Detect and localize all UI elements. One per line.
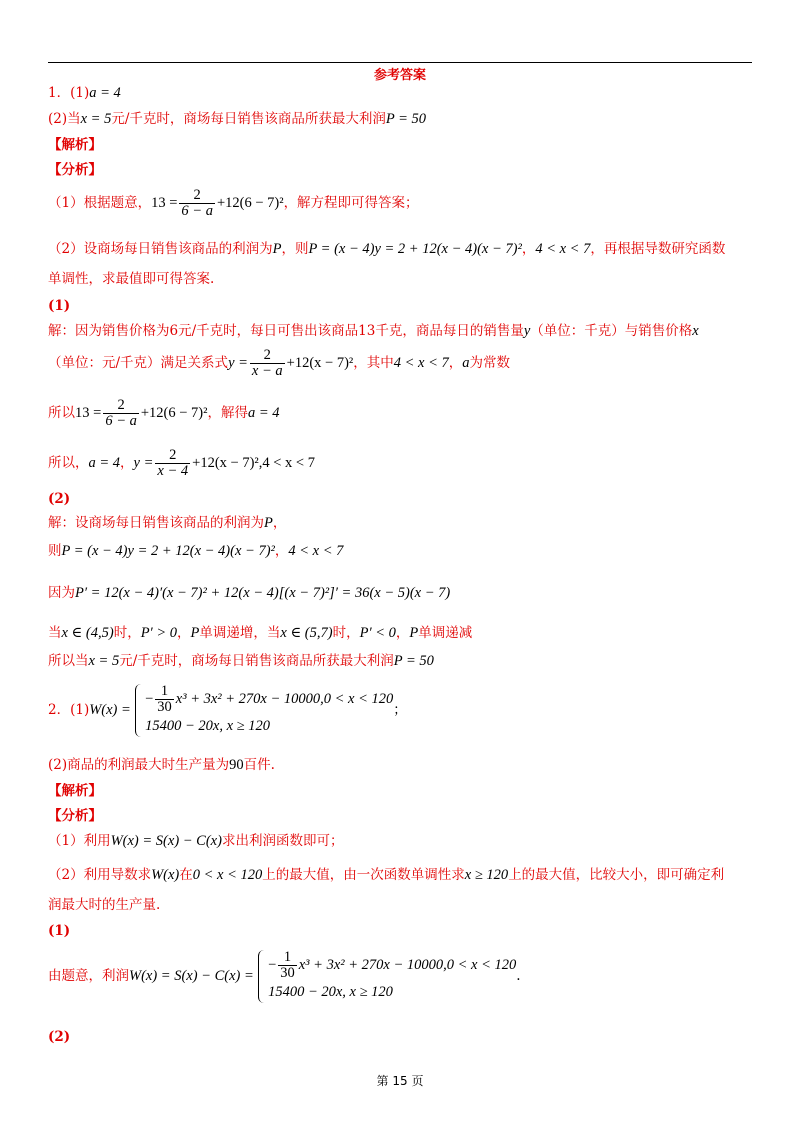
text: ； <box>393 702 407 718</box>
numerator: 2 <box>155 448 190 464</box>
math: x = 5 <box>88 653 120 669</box>
q2-solution-2-label: (2) <box>48 1029 71 1045</box>
q1-answer-1 <box>48 84 121 102</box>
q1-solution-2-line1 <box>48 514 286 532</box>
math: P <box>190 625 200 641</box>
page-title: 参考答案 <box>373 68 426 83</box>
text: 因为 <box>48 585 75 601</box>
text: ，则 <box>281 241 309 257</box>
text: 由题意，利润 <box>48 968 129 984</box>
math: y = <box>228 355 248 371</box>
numerator: 1 <box>155 684 174 700</box>
fraction <box>155 448 190 479</box>
numerator: 2 <box>250 348 285 364</box>
math: 15400 − 20x, x ≥ 120 <box>145 718 270 734</box>
text: ， <box>272 515 287 531</box>
math: P <box>272 241 282 257</box>
math: a = 4 <box>247 405 280 421</box>
denominator: 6 − a <box>105 413 137 429</box>
fraction <box>103 398 139 429</box>
piecewise-row-2 <box>268 981 516 1003</box>
text: （1）利用 <box>48 833 111 849</box>
math: − <box>145 690 154 707</box>
math: 15400 − 20x, x ≥ 120 <box>268 984 393 1000</box>
math: x = 5 <box>80 111 112 127</box>
math: a <box>462 355 470 371</box>
q1-solution-1-line1 <box>48 322 699 340</box>
q1-solution-1-line4 <box>48 448 315 479</box>
text: ，其中 <box>353 355 394 371</box>
text: ， <box>177 625 191 641</box>
q1-analysis-2: （2）设商场每日销售该商品的利润为P，则P = (x − 4)y = 2 + 12(x − 4)(x − 7)²，4 < x < 7，再根据导数研究函数 <box>48 241 726 257</box>
text: 单调递减 <box>418 625 473 641</box>
math: x <box>692 323 699 339</box>
text: ， <box>395 625 410 641</box>
text: 当 <box>48 625 62 641</box>
denominator: x − 4 <box>157 463 189 479</box>
q1-solution-1-label: (1) <box>48 298 71 314</box>
text: 为常数 <box>469 355 511 371</box>
text: 则 <box>48 543 62 559</box>
q1-fenxi-heading: 【分析】 <box>48 162 102 178</box>
q2-answer-2 <box>48 756 275 774</box>
math: +12(x − 7)² <box>286 355 354 371</box>
text: 所以当 <box>48 653 89 669</box>
brace <box>258 950 267 1003</box>
q1-solution-2-line4 <box>48 624 472 642</box>
q2-solution-1-line1 <box>48 950 521 1003</box>
math: − <box>268 956 277 973</box>
piecewise-row-2 <box>145 715 393 737</box>
q1-analysis-1 <box>48 188 419 219</box>
q1-solution-1-line3 <box>48 398 280 429</box>
text: ，解方程即可得答案； <box>283 195 419 211</box>
math: x³ + 3x² + 270x − 10000,0 < x < 120 <box>298 956 517 973</box>
q1-answer-2 <box>48 110 426 128</box>
text: . <box>516 968 521 984</box>
text: 上的最大值，由一次函数单调性求 <box>262 867 465 883</box>
q1-solution-2-label: (2) <box>48 491 71 507</box>
q1-solution-2-line2: 则P = (x − 4)y = 2 + 12(x − 4)(x − 7)²，4 < x < 7 <box>48 543 344 559</box>
q1-solution-2-line5 <box>48 652 434 670</box>
piecewise-row-1 <box>268 950 516 981</box>
math: +12(6 − 7)² <box>216 195 284 211</box>
text: ， <box>448 355 463 371</box>
math: 0 < x < 120 <box>192 867 263 883</box>
denominator: x − a <box>251 363 283 379</box>
math: y = <box>133 455 154 471</box>
text: （1）根据题意， <box>48 195 152 211</box>
math: P = (x − 4)y = 2 + 12(x − 4)(x − 7)² <box>308 241 522 257</box>
q2-analysis-2-cont: 润最大时的生产量. <box>48 897 161 913</box>
text: 求出利润函数即可； <box>221 833 344 849</box>
text: 上的最大值，比较大小，即可确定利 <box>508 867 725 883</box>
piecewise-system <box>135 684 393 737</box>
q2-analysis-2 <box>48 866 724 884</box>
q1-answer-1-math: a = 4 <box>89 85 121 101</box>
piecewise-row-1 <box>145 684 393 715</box>
math: P <box>409 625 419 641</box>
q1-solution-1-line2 <box>48 348 510 379</box>
text: 时， <box>332 625 360 641</box>
math: +12(x − 7)²,4 < x < 7 <box>192 455 315 471</box>
math: +12(6 − 7)² <box>140 405 208 421</box>
piecewise-system <box>258 950 516 1003</box>
q1-jiexi-heading: 【解析】 <box>48 137 102 153</box>
q1-analysis-2-cont: 单调性，求最值即可得答案. <box>48 271 215 287</box>
math: P′ = 12(x − 4)′(x − 7)² + 12(x − 4)[(x − 7)²]′ = 36(x − 5)(x − 7) <box>75 585 451 601</box>
text: 所以 <box>48 405 75 421</box>
math: 4 < x < 7 <box>288 543 344 559</box>
text: 解：设商场每日销售该商品的利润为 <box>48 515 264 531</box>
text: ，解得 <box>207 405 248 421</box>
math: P′ > 0 <box>140 625 178 641</box>
fraction <box>155 684 174 715</box>
denominator: 30 <box>280 965 295 981</box>
q1-solution-2-line3 <box>48 584 450 602</box>
text: 单调递增，当 <box>199 625 281 641</box>
math: x ∈ (4,5) <box>61 625 114 641</box>
math: x ∈ (5,7) <box>280 625 333 641</box>
text: 百件. <box>243 757 275 773</box>
text: （2）利用导数求 <box>48 867 152 883</box>
text: ， <box>120 455 134 471</box>
math: x³ + 3x² + 270x − 10000,0 < x < 120 <box>175 690 394 707</box>
fraction <box>250 348 285 379</box>
fraction <box>179 188 215 219</box>
denominator: 30 <box>157 699 172 715</box>
text: （单位：元/千克）满足关系式 <box>48 355 229 371</box>
math: 4 < x < 7 <box>535 241 591 257</box>
math: W(x) = S(x) − C(x) <box>110 833 222 849</box>
math: a = 4 <box>88 455 121 471</box>
math: 90 <box>229 757 244 773</box>
text: (2)当 <box>48 111 81 127</box>
text: (2)商品的利润最大时生产量为 <box>48 757 230 773</box>
numerator: 1 <box>278 950 297 966</box>
math: P = 50 <box>393 653 434 669</box>
text: 元/千克时，商场每日销售该商品所获最大利润 <box>111 111 386 127</box>
text: 所以， <box>48 455 89 471</box>
q2-answer-1 <box>48 684 407 737</box>
q2-label: 2．(1) <box>48 702 90 718</box>
q2-fenxi-heading: 【分析】 <box>48 808 102 824</box>
header-rule <box>48 62 752 63</box>
denominator: 6 − a <box>181 203 213 219</box>
q1-label: 1．(1) <box>48 85 90 101</box>
math: W(x) = S(x) − C(x) = <box>129 968 254 984</box>
text: 解：因为销售价格为6元/千克时，每日可售出该商品13千克，商品每日的销售量 <box>48 323 524 339</box>
fraction <box>278 950 297 981</box>
text: 时， <box>113 625 141 641</box>
numerator: 2 <box>179 188 215 204</box>
math: P <box>264 515 273 531</box>
q2-analysis-1 <box>48 832 343 850</box>
q2-solution-1-label: (1) <box>48 923 71 939</box>
text: 元/千克时，商场每日销售该商品所获最大利润 <box>119 653 394 669</box>
text: 在 <box>179 867 193 883</box>
numerator: 2 <box>103 398 139 414</box>
text: ，再根据导数研究函数 <box>590 241 726 257</box>
math: P′ < 0 <box>359 625 396 641</box>
math: 4 < x < 7 <box>393 355 449 371</box>
math: 13 = <box>151 195 178 211</box>
math: P = (x − 4)y = 2 + 12(x − 4)(x − 7)² <box>61 543 275 559</box>
math: 13 = <box>75 405 102 421</box>
math: W(x) = <box>89 702 131 718</box>
math: x ≥ 120 <box>464 867 509 883</box>
math: P = 50 <box>385 111 427 127</box>
math: y <box>523 323 531 339</box>
text: （2）设商场每日销售该商品的利润为 <box>48 241 273 257</box>
q2-jiexi-heading: 【解析】 <box>48 783 102 799</box>
page-number: 第 15 页 <box>376 1074 424 1088</box>
math: W(x) <box>151 867 180 883</box>
text: （单位：千克）与销售价格 <box>530 323 693 339</box>
brace <box>135 684 144 737</box>
